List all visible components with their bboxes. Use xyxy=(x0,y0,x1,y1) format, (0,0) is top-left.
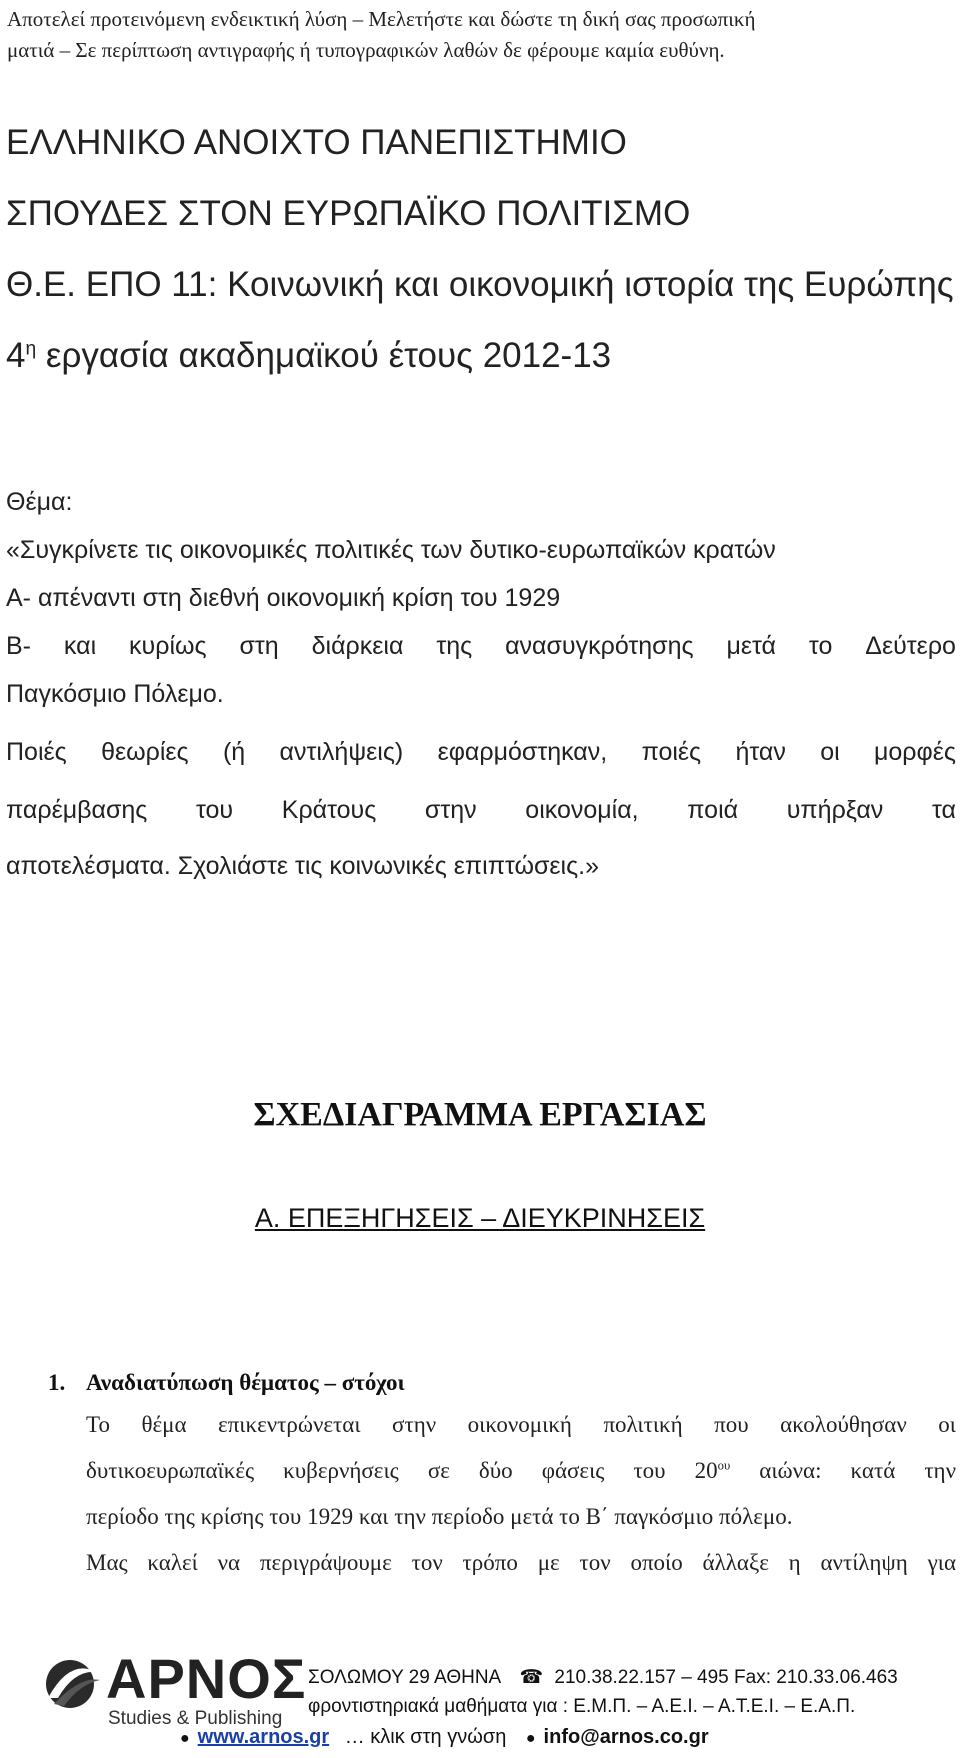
word: κυρίως xyxy=(129,632,207,660)
word: μετά xyxy=(726,632,776,660)
word: στην xyxy=(392,1412,437,1437)
word: οικονομική xyxy=(467,1412,572,1437)
word: Κράτους xyxy=(281,796,377,824)
disclaimer xyxy=(7,4,937,66)
word: με xyxy=(537,1550,560,1575)
word: ήταν xyxy=(735,738,786,766)
topic-line-2: Α- απέναντι στη διεθνή οικονομική κρίση του 1929 xyxy=(6,584,561,612)
word: το xyxy=(808,632,833,660)
word: φάσεις xyxy=(541,1458,605,1483)
word: εφαρμόστηκαν, xyxy=(437,738,608,766)
word: στη xyxy=(239,632,279,660)
word: Β- xyxy=(6,632,31,660)
word: καλεί xyxy=(147,1550,198,1575)
word: ποιές xyxy=(641,738,702,766)
word: ακολούθησαν xyxy=(780,1412,907,1437)
word: αντίληψη xyxy=(820,1550,908,1575)
topic-line-1: «Συγκρίνετε τις οικονομικές πολιτικές των δυτικο-ευρωπαϊκών κρατών xyxy=(6,536,776,564)
word: να xyxy=(217,1550,241,1575)
word: αντιλήψεις) xyxy=(279,738,404,766)
body-line-3: περίοδο της κρίσης του 1929 και την περίοδο μετά το Β΄ παγκόσμιο πόλεμο. xyxy=(86,1504,793,1529)
century-ordinal: ου xyxy=(717,1458,731,1473)
word: Δεύτερο xyxy=(865,632,956,660)
section-a-heading: Α. ΕΠΕΞΗΓΗΣΕΙΣ – ΔΙΕΥΚΡΙΝΗΣΕΙΣ xyxy=(254,1203,706,1233)
topic-line-3 xyxy=(6,632,956,661)
word: δύο xyxy=(478,1458,513,1483)
word: που xyxy=(714,1412,749,1437)
word: (ή xyxy=(222,738,246,766)
word: ποιά xyxy=(687,796,739,824)
word: σε xyxy=(427,1458,450,1483)
program-name: ΣΠΟΥΔΕΣ ΣΤΟΝ ΕΥΡΩΠΑΪΚΟ ΠΟΛΙΤΙΣΜΟ xyxy=(6,194,691,233)
bullet-icon: ● xyxy=(525,1730,536,1747)
assignment-number: 4 xyxy=(6,336,26,375)
body-line-4 xyxy=(86,1550,956,1576)
word: της xyxy=(436,632,473,660)
phone-numbers: 210.38.22.157 – 495 Fax: 210.33.06.463 xyxy=(554,1667,898,1688)
word: διάρκεια xyxy=(311,632,404,660)
arnos-logo-icon xyxy=(40,1654,104,1710)
word: μορφές xyxy=(874,738,956,766)
word: του xyxy=(633,1458,666,1483)
word: τρόπο xyxy=(462,1550,518,1575)
courses-line: φροντιστηριακά μαθήματα για : Ε.Μ.Π. – Α.Ε.Ι. – Α.Τ.Ε.Ι. – Ε.Α.Π. xyxy=(308,1696,856,1717)
logo-subtitle: Studies & Publishing xyxy=(108,1708,283,1729)
word: οι xyxy=(820,738,840,766)
word: τον xyxy=(411,1550,443,1575)
word: υπήρξαν xyxy=(786,796,884,824)
word: άλλαξε xyxy=(702,1550,769,1575)
word: δυτικοευρωπαϊκές xyxy=(86,1458,255,1483)
topic-line-6 xyxy=(6,796,956,825)
century-number xyxy=(695,1458,731,1484)
phone-icon: ☎ xyxy=(519,1667,544,1688)
assignment-line xyxy=(6,327,960,398)
disclaimer-line-2: ματιά – Σε περίπτωση αντιγραφής ή τυπογραφικών λαθών δε φέρουμε καμία ευθύνη. xyxy=(7,38,725,62)
word: πολιτική xyxy=(603,1412,683,1437)
tagline: … κλικ στη γνώση xyxy=(344,1726,507,1748)
word: οικονομία, xyxy=(525,796,639,824)
bullet-icon: ● xyxy=(180,1730,190,1747)
subsection-number: 1. xyxy=(48,1370,66,1395)
email-link[interactable]: info@arnos.co.gr xyxy=(543,1726,709,1748)
website-link[interactable]: www.arnos.gr xyxy=(197,1726,330,1748)
word: περιγράψουμε xyxy=(259,1550,392,1575)
footer xyxy=(0,1647,960,1758)
word: Μας xyxy=(86,1550,128,1575)
word: για xyxy=(927,1550,956,1575)
word: Ποιές xyxy=(6,738,67,766)
word: οποίο xyxy=(630,1550,683,1575)
word: θεωρίες xyxy=(101,738,189,766)
assignment-ordinal: η xyxy=(25,338,37,360)
word: παρέμβασης xyxy=(6,796,148,824)
word: τα xyxy=(931,796,956,824)
word: επικεντρώνεται xyxy=(218,1412,361,1437)
century-digits: 20 xyxy=(694,1458,718,1483)
word: αιώνα: xyxy=(759,1458,822,1483)
word: η xyxy=(788,1550,801,1575)
university-name: ΕΛΛΗΝΙΚΟ ΑΝΟΙΧΤΟ ΠΑΝΕΠΙΣΤΗΜΙΟ xyxy=(6,123,627,162)
contact-line xyxy=(180,1726,709,1749)
plan-heading: ΣΧΕΔΙΑΓΡΑΜΜΑ ΕΡΓΑΣΙΑΣ xyxy=(253,1096,707,1133)
module-title: Θ.Ε. ΕΠΟ 11: Κοινωνική και οικονομική ιστορία της Ευρώπης xyxy=(6,265,954,304)
word: Το xyxy=(86,1412,110,1437)
address-line xyxy=(308,1666,898,1689)
word: στην xyxy=(424,796,477,824)
word: κυβερνήσεις xyxy=(283,1458,399,1483)
logo-name: ΑΡΝΟΣ xyxy=(106,1647,307,1710)
word: θέμα xyxy=(141,1412,187,1437)
word: τον xyxy=(579,1550,611,1575)
address: ΣΟΛΩΜΟΥ 29 ΑΘΗΝΑ xyxy=(308,1667,501,1688)
subsection-heading: Αναδιατύπωση θέματος – στόχοι xyxy=(86,1370,405,1395)
topic-line-7: αποτελέσματα. Σχολιάστε τις κοινωνικές επιπτώσεις.» xyxy=(6,852,600,880)
word: κατά xyxy=(850,1458,896,1483)
word: του xyxy=(196,796,234,824)
topic-line-4: Παγκόσμιο Πόλεμο. xyxy=(6,680,224,708)
topic-line-5 xyxy=(6,738,956,767)
topic-label: Θέμα: xyxy=(6,488,73,516)
word: ανασυγκρότησης xyxy=(505,632,694,660)
body-line-1 xyxy=(86,1412,956,1438)
body-line-2 xyxy=(86,1458,956,1484)
word: οι xyxy=(938,1412,956,1437)
disclaimer-line-1: Αποτελεί προτεινόμενη ενδεικτική λύση – Μελετήστε και δώστε τη δική σας προσωπική xyxy=(7,7,756,31)
word: την xyxy=(924,1458,956,1483)
word: και xyxy=(63,632,97,660)
assignment-text: εργασία ακαδημαϊκού έτους 2012-13 xyxy=(36,336,612,375)
title-block xyxy=(6,114,960,398)
